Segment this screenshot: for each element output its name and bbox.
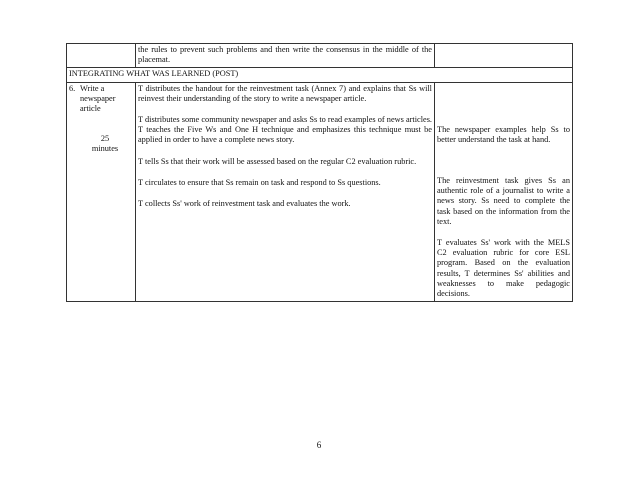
procedure-cell-continuation: the rules to prevent such problems and then write the consensus in the middle of the placemat. [136, 44, 435, 68]
section-header-row [67, 68, 573, 82]
rationale-cell-empty [435, 44, 573, 68]
duration-value: 25 [100, 134, 110, 144]
stage-cell [67, 82, 136, 302]
procedure-cell [136, 82, 435, 302]
rationale-paragraph: The newspaper examples help Ss to better understand the task at hand. [437, 124, 570, 144]
procedure-paragraph: T circulates to ensure that Ss remain on task and respond to Ss questions. [138, 177, 381, 187]
section-header: INTEGRATING WHAT WAS LEARNED (POST) [67, 68, 573, 82]
procedure-paragraph: T distributes some community newspaper and asks Ss to read examples of news articles. T teaches the Five Ws and One H technique and emphasizes this technique must be applied in order to have a complete news story. [138, 115, 432, 145]
procedure-paragraph: T distributes the handout for the reinvestment task (Annex 7) and explains that Ss will reinvest their understanding of the story to write a newspaper article. [138, 83, 432, 103]
procedure-paragraph: T collects Ss' work of reinvestment task and evaluates the work. [138, 199, 351, 209]
rationale-cell [435, 82, 573, 302]
procedure-paragraph: T tells Ss that their work will be assessed based on the regular C2 evaluation rubric. [138, 156, 417, 166]
rationale-paragraph: The reinvestment task gives Ss an authentic role of a journalist to write a news story. Ss need to complete the task based on the information from the text. [437, 176, 570, 226]
lesson-plan-table [66, 43, 573, 302]
rationale-paragraph: T evaluates Ss' work with the MELS C2 evaluation rubric for core ESL program. Based on the evaluation results, T determines Ss' abilities and weaknesses to make pedagogic decisions. [437, 238, 570, 299]
table-row-continuation [67, 44, 573, 68]
stage-cell-empty [67, 44, 136, 68]
table-row-stage-6 [67, 82, 573, 302]
duration-unit: minutes [91, 144, 119, 154]
stage-duration [69, 134, 133, 154]
page-number: 6 [316, 440, 322, 450]
stage-number: 6. [69, 83, 76, 93]
stage-title: Write a newspaper article [80, 83, 116, 114]
